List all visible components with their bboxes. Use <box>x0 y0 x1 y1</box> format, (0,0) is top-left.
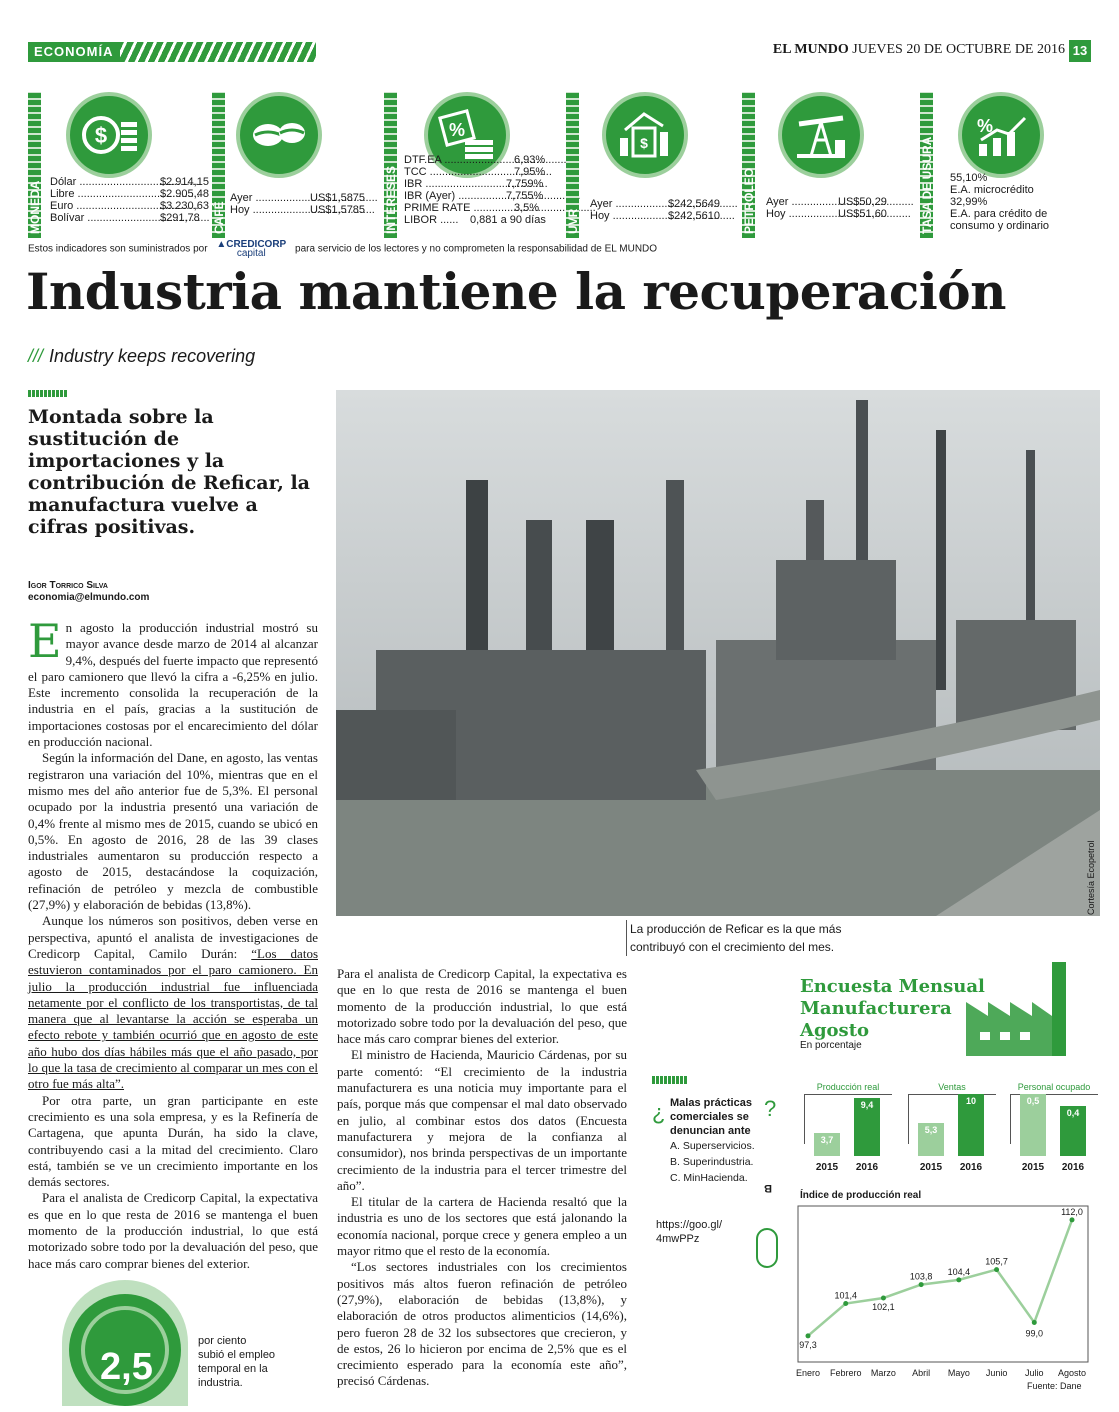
quote: “Los datos estuvieron contaminados por el paro camionero. En julio la producción industrial fue influenciada netamente por el conflicto de los transportistas, de tal manera que al levantarse la acción se esperaba un efecto rebote y también ocurrió que en agosto de este año hubo dos días hábiles más que el año pasado, por lo que la tasa de crecimiento al comparar un mes con el otro fue más alta”. <box>28 945 319 1092</box>
row-value: 3,5% <box>514 202 540 214</box>
data-point <box>1070 1217 1075 1222</box>
quiz-link[interactable]: https://goo.gl/4mwPPz <box>656 1219 723 1245</box>
indicator-rows <box>766 196 916 220</box>
paragraph: Según la información del Dane, en agosto, las ventas registraron una variación del 10%, mientras que en el mismo mes del año anterior fue de 5,3%. El personal ocupado por la industria presentó una variación de 0,4% frente al mismo mes de 2015, cuando se ubicó en 0,5%. En agosto de 2016, 28 de las 39 clases industriales aumentaron su producción respecto a agosto de 2015, destacándose la coquización, refinación de petróleo y mezcla de combustible (27,9%) y elaboración de bebidas (13,8%). <box>28 750 318 913</box>
row-key: Dólar ..... <box>50 176 158 188</box>
article-column-2 <box>337 966 627 1390</box>
line-chart-title: Índice de producción real <box>800 1190 922 1201</box>
row-value: $3.230,63 <box>160 200 209 212</box>
author-email: economia@elmundo.com <box>28 592 150 603</box>
data-point <box>956 1277 961 1282</box>
indicator-rows <box>230 192 380 216</box>
row-key: Hoy ..... <box>766 208 836 220</box>
bar-value-label: 3,7 <box>820 1135 834 1145</box>
coffee-beans-icon <box>236 92 322 178</box>
newspaper-name: EL MUNDO <box>772 42 849 57</box>
row-value: $291,78 <box>160 212 200 224</box>
row-value: $242,5649 <box>668 198 720 210</box>
row-key: Bolívar ..... <box>50 212 158 224</box>
indicator-label: CAFÉ <box>212 201 226 234</box>
data-label: 99,0 <box>1025 1328 1044 1339</box>
bar-value-label: 10 <box>965 1096 976 1106</box>
x-tick-label: Junio <box>985 1368 1008 1378</box>
data-point <box>1032 1320 1037 1325</box>
paragraph: Aunque los números son positivos, deben verse en perspectiva, apuntó el analista de investigaciones de Credicorp Capital, Camilo Durán: <box>28 913 318 961</box>
quiz-question: Malas prácticas comerciales se denuncian ante <box>670 1097 752 1137</box>
data-point <box>806 1333 811 1338</box>
mouse-icon <box>756 1228 778 1268</box>
indicator-usura <box>920 92 1096 238</box>
section-label: ECONOMÍA <box>28 42 120 62</box>
svg-text:%: % <box>448 120 466 140</box>
x-tick-label: Abril <box>912 1368 931 1378</box>
row-key: Euro ..... <box>50 200 158 212</box>
stat-text <box>198 1334 275 1390</box>
stat-value: 2,5 <box>100 1346 153 1388</box>
row-value: US$1,5875 <box>310 192 366 204</box>
svg-text:%: % <box>976 116 994 136</box>
row-value: $242,5610 <box>668 210 720 222</box>
chart-frame <box>798 1206 1088 1362</box>
series-line <box>808 1220 1072 1339</box>
bar-value-label: 9,4 <box>860 1100 874 1110</box>
indicator-moneda <box>28 92 208 238</box>
infographic-unit: En porcentaje <box>800 1040 862 1051</box>
usura-lines <box>950 172 1096 232</box>
bar-category-label: 2016 <box>855 1162 879 1173</box>
bar-chart-produccion <box>804 1082 892 1173</box>
page-number: 13 <box>1069 40 1091 62</box>
bar-category-label: 2015 <box>1021 1162 1045 1173</box>
author: Igor Torrico Silva <box>28 580 108 591</box>
subhead-text: Industry keeps recovering <box>49 346 256 366</box>
svg-text:$: $ <box>640 135 648 151</box>
oil-pump-icon <box>778 92 864 178</box>
bar-value-label: 0,5 <box>1026 1096 1040 1106</box>
indicator-label: TASA DE USURA <box>920 136 934 234</box>
row-value: US$1,5785 <box>310 204 366 216</box>
sponsor-name: CREDICORP <box>226 239 287 250</box>
data-point <box>994 1267 999 1272</box>
row-key: IBR (Ayer) ..... <box>404 190 504 202</box>
title-line: Encuesta Mensual <box>800 976 985 997</box>
coins-icon <box>66 92 152 178</box>
indicator-cafe <box>212 92 382 238</box>
x-tick-label: Agosto <box>1057 1368 1087 1378</box>
row-value: 0,881 a 90 días <box>470 214 546 226</box>
byline <box>28 580 149 604</box>
percent-growth-icon <box>958 92 1044 178</box>
stat-line: por ciento <box>198 1335 247 1347</box>
usura-line: E.A. microcrédito <box>950 184 1034 196</box>
bar-value-label: 0,4 <box>1066 1108 1080 1118</box>
indicator-label: MONEDA <box>28 180 42 234</box>
paragraph: “Los sectores industriales con los crecimientos positivos más altos fueron refinación de petróleo (27,9%), elaboración de bebidas (13,8%), y elaboración de otros productos alimenticios (14,6%), pero fueron 28 de 32 los subsectores que crecieron, y de estos, 26 lo hicieron por encima de 2,5% que es el crecimiento esperado para la economía este año”, precisó Cárdenas. <box>337 1259 627 1389</box>
data-label: 103,8 <box>909 1271 933 1282</box>
indicator-rows <box>590 198 740 222</box>
indicator-uvr <box>566 92 736 238</box>
quiz-accent <box>652 1076 688 1084</box>
quiz-box <box>652 1096 792 1194</box>
bar-category-label: 2015 <box>919 1162 943 1173</box>
photo-credit: Cortesía Ecopetrol <box>1086 840 1096 915</box>
quiz-option: B. Superindustria. <box>670 1156 754 1168</box>
stat-line: subió el empleo <box>198 1349 276 1361</box>
data-label: 104,4 <box>947 1266 971 1277</box>
question-mark-icon: ? <box>764 1096 777 1121</box>
accent-bar <box>28 390 68 397</box>
row-key: DTF.EA ..... <box>404 154 512 166</box>
photo-caption: La producción de Reficar es la que más contribuyó con el crecimiento del mes. <box>626 920 876 956</box>
usura-line: 55,10% <box>950 172 988 184</box>
row-value: $2.905,48 <box>160 188 209 200</box>
stat-line: temporal en la <box>198 1363 268 1375</box>
headline: Industria mantiene la recuperación <box>26 262 1006 321</box>
indicator-label: UVR <box>566 208 580 234</box>
row-key: LIBOR ...... <box>404 214 459 226</box>
paragraph: n agosto la producción industrial mostró su mayor avance desde marzo de 2014 al alcanzar 9,4%, después del fuerte impacto que representó el paro camionero que llevó la cifra a -6,25% en julio. Este incremento consolida la recuperación de la industria en el país, gracias a la sustitución de importaciones costosas por el encarecimiento del dólar en producción nacional. <box>28 620 318 750</box>
dropcap: E <box>28 614 62 668</box>
data-label: 101,4 <box>834 1290 857 1301</box>
sponsor-sub: capital <box>236 248 266 259</box>
paragraph: Para el analista de Credicorp Capital, la expectativa es que en lo que resta de 2016 se mantenga el buen momento de la producción industrial, lo que está motorizado sobre todo por la devaluación del peso, que hace más caro comprar bienes del exterior. <box>28 1190 318 1271</box>
indicator-label: PETRÓLEO <box>742 167 756 234</box>
sponsor-line <box>28 240 657 258</box>
row-key: Ayer ..... <box>766 196 836 208</box>
bar-value-label: 5,3 <box>924 1125 938 1135</box>
line-chart-produccion <box>796 1204 1092 1380</box>
indicator-rows <box>50 176 218 224</box>
refinery-photo <box>336 390 1100 916</box>
row-key: Ayer ..... <box>590 198 666 210</box>
usura-line: 32,99% <box>950 196 988 208</box>
sponsor-before: Estos indicadores son suministrados por <box>28 243 208 255</box>
row-key: Libre ..... <box>50 188 158 200</box>
row-value: 6,93% <box>514 154 546 166</box>
article-column-1 <box>28 614 319 1271</box>
row-key: Hoy ..... <box>590 210 666 222</box>
indicator-rows <box>404 154 568 226</box>
data-label: 112,0 <box>1061 1206 1083 1217</box>
bar-chart-ventas <box>908 1082 996 1173</box>
subhead-marks: /// <box>28 346 44 366</box>
lead-paragraph: Montada sobre la sustitución de importaciones y la contribución de Reficar, la manufactura vuelve a cifras positivas. <box>28 406 310 538</box>
question-mark-icon: ¿ <box>652 1100 666 1125</box>
paragraph: El titular de la cartera de Hacienda resaltó que la industria es uno de los sectores que está jalonando la economía nacional, porque crece y genera empleo a un mayor ritmo que el resto de la economía. <box>337 1194 627 1259</box>
subhead <box>28 346 255 367</box>
row-value: 7,755% <box>506 190 544 202</box>
title-line: Agosto <box>800 1020 870 1041</box>
row-key: TCC ..... <box>404 166 512 178</box>
issue-date: JUEVES 20 DE OCTUBRE DE 2016 <box>852 42 1065 57</box>
indicator-intereses <box>384 92 560 238</box>
sponsor-after: para servicio de los lectores y no comprometen la responsabilidad de EL MUNDO <box>295 243 658 255</box>
data-point <box>843 1301 848 1306</box>
paragraph: El ministro de Hacienda, Mauricio Cárdenas, por su parte comentó: “El crecimiento de la industria manufacturera es una noticia muy importante para el país, porque más que compensar el mal dato observado en julio, al combinar estos dos datos (Encuesta manufacturera y mejora de la confianza al consumidor), nos brinda perspectivas de un importante crecimiento de la industria para el tercer trimestre del año”. <box>337 1047 627 1193</box>
x-tick-label: Mayo <box>947 1368 970 1378</box>
source-note: Fuente: Dane <box>1027 1381 1082 1391</box>
row-value: 7,759% <box>506 178 544 190</box>
bar-chart-personal <box>1010 1082 1098 1173</box>
bar-category-label: 2015 <box>815 1162 839 1173</box>
money-growth-icon <box>602 92 688 178</box>
row-value: US$50,29 <box>838 196 887 208</box>
data-point <box>919 1282 924 1287</box>
quiz-answer: B <box>764 1182 772 1194</box>
data-label: 105,7 <box>985 1256 1008 1267</box>
row-key: Hoy ..... <box>230 204 308 216</box>
x-tick-label: Febrero <box>829 1368 862 1378</box>
title-line: Manufacturera <box>800 998 952 1019</box>
bar-category-label: 2016 <box>1061 1162 1085 1173</box>
row-value: $2.914,15 <box>160 176 209 188</box>
row-key: Ayer ..... <box>230 192 308 204</box>
data-label: 102,1 <box>872 1301 895 1312</box>
paragraph: Por otra parte, un gran participante en este crecimiento es una sola empresa, y es la Refinería de Cartagena, que apunta Durán, ha sido la clave, contribuyendo casi a la mitad del crecimiento. Claro está, también se ve un crecimiento importante en los demás sectores. <box>28 1092 318 1190</box>
quiz-option: A. Superservicios. <box>670 1140 755 1152</box>
infographic-title <box>800 976 985 1042</box>
indicator-label: INTERESES <box>384 165 398 234</box>
data-label: 97,3 <box>799 1339 817 1350</box>
usura-line: consumo y ordinario <box>950 220 1050 232</box>
indicator-petroleo <box>742 92 914 238</box>
bar-chart-title: Producción real <box>816 1082 880 1092</box>
x-tick-label: Marzo <box>870 1368 896 1378</box>
row-value: 7,95% <box>514 166 546 178</box>
data-point <box>881 1295 886 1300</box>
section-tag <box>28 42 316 62</box>
quiz-option: C. MinHacienda. <box>670 1172 748 1184</box>
bar-category-label: 2016 <box>959 1162 983 1173</box>
bar-chart-title: Ventas <box>938 1082 966 1092</box>
stat-line: industria. <box>198 1377 243 1389</box>
bar-chart-title: Personal ocupado <box>1017 1082 1091 1092</box>
row-key: IBR ..... <box>404 178 504 190</box>
x-tick-label: Julio <box>1025 1368 1044 1378</box>
row-value: US$51,60 <box>838 208 887 220</box>
sponsor-logo: ▲CREDICORP capital <box>216 239 287 259</box>
usura-line: E.A. para crédito de <box>950 208 1048 220</box>
svg-text:$: $ <box>94 123 108 148</box>
masthead <box>773 42 1065 58</box>
row-key: PRIME RATE ..... <box>404 202 512 214</box>
paragraph: Para el analista de Credicorp Capital, la expectativa es que en lo que resta de 2016 se mantenga el buen momento de la producción industrial, lo que está motorizado sobre todo por la devaluación del peso, que hace más caro comprar bienes del exterior. <box>337 966 627 1047</box>
x-tick-label: Enero <box>795 1368 821 1378</box>
